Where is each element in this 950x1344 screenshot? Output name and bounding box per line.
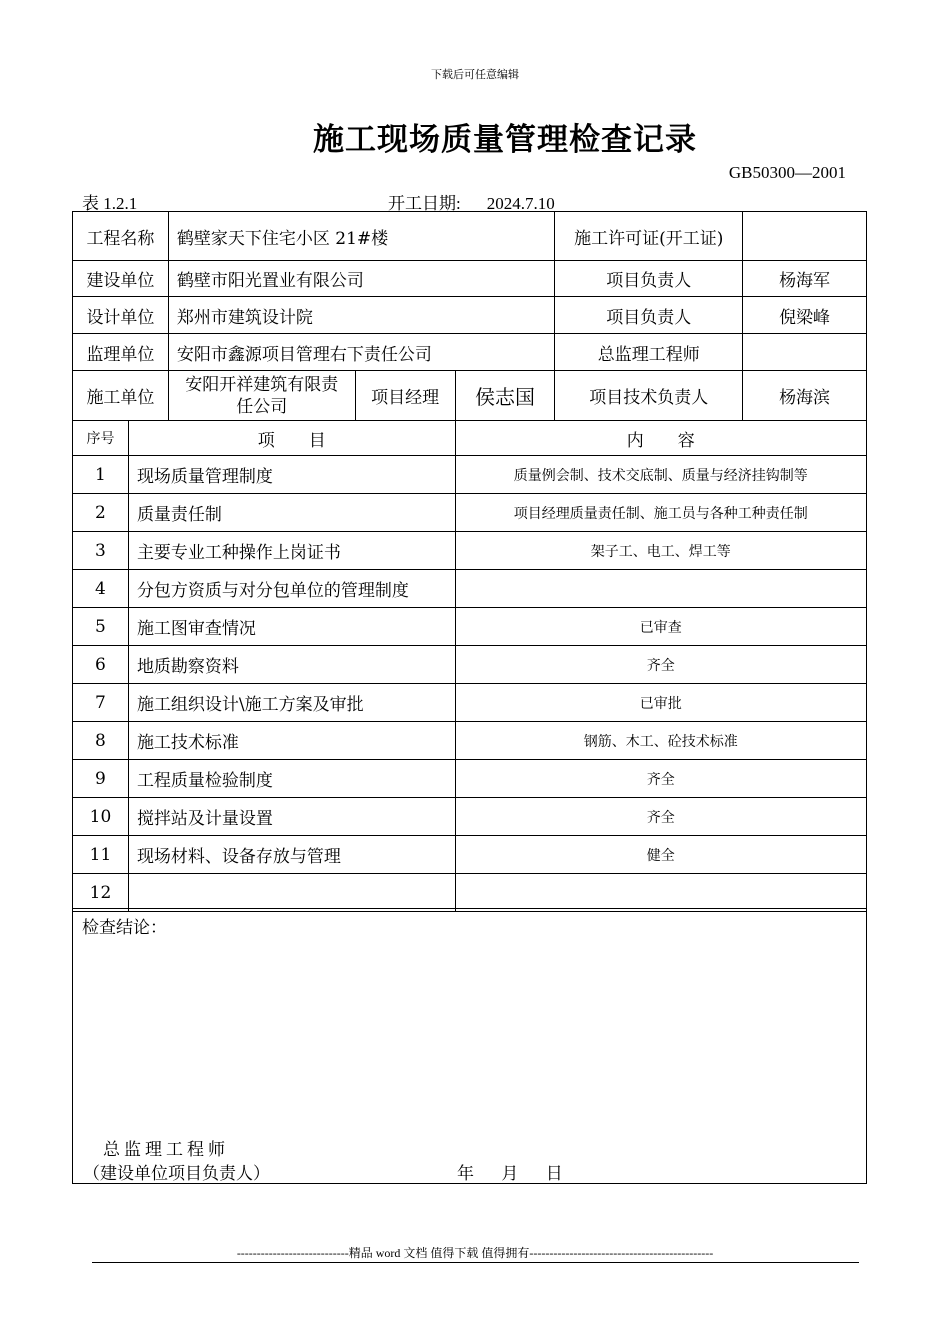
item-name: 工程质量检验制度 [128, 760, 455, 798]
date-placeholder: 年 月 日 [457, 1164, 563, 1184]
item-no: 5 [73, 608, 129, 646]
table-row [73, 798, 867, 836]
builder-pm-value: 杨海军 [743, 261, 867, 297]
item-name: 地质勘察资料 [128, 646, 455, 684]
contractor-value: 安阳开祥建筑有限责任公司 [168, 371, 355, 421]
item-name: 搅拌站及计量设置 [128, 798, 455, 836]
item-name: 施工技术标准 [128, 722, 455, 760]
builder-label: 建设单位 [73, 261, 169, 297]
item-no: 7 [73, 684, 129, 722]
table-row [73, 722, 867, 760]
conclusion-table [72, 908, 867, 1184]
item-name: 分包方资质与对分包单位的管理制度 [128, 570, 455, 608]
header-note: 下载后可任意编辑 [431, 68, 519, 81]
pm-value: 侯志国 [455, 371, 555, 421]
signer-title: 总监理工程师 [103, 1140, 229, 1160]
item-content: 项目经理质量责任制、施工员与各种工种责任制 [455, 494, 866, 532]
item-content [455, 874, 866, 912]
contractor-label: 施工单位 [73, 371, 169, 421]
table-row [73, 494, 867, 532]
chief-engineer-label: 总监理工程师 [555, 334, 743, 371]
info-row-designer [73, 297, 867, 334]
info-row-builder [73, 261, 867, 297]
items-header-row [73, 421, 867, 456]
item-content: 齐全 [455, 646, 866, 684]
supervisor-value: 安阳市鑫源项目管理右下责任公司 [168, 334, 555, 371]
table-row [73, 608, 867, 646]
chief-engineer-value [743, 334, 867, 371]
item-no: 6 [73, 646, 129, 684]
info-row-supervisor [73, 334, 867, 371]
table-row [73, 532, 867, 570]
footer-text: ----------------------------精品 word 文档 值得下载 值得拥有---------------------------------------------- [236, 1246, 714, 1260]
designer-value: 郑州市建筑设计院 [168, 297, 555, 334]
page-title: 施工现场质量管理检查记录 [313, 122, 697, 158]
signer-sub: （建设单位项目负责人） [83, 1164, 270, 1184]
designer-label: 设计单位 [73, 297, 169, 334]
item-name [128, 874, 455, 912]
table-row [73, 646, 867, 684]
tech-lead-value: 杨海滨 [743, 371, 867, 421]
info-row-contractor [73, 371, 867, 421]
item-no: 12 [73, 874, 129, 912]
item-content: 齐全 [455, 798, 866, 836]
item-content: 已审批 [455, 684, 866, 722]
designer-pm-label: 项目负责人 [555, 297, 743, 334]
item-content: 钢筋、木工、砼技术标准 [455, 722, 866, 760]
pm-label: 项目经理 [355, 371, 455, 421]
start-date-label: 开工日期: [388, 194, 461, 213]
item-no: 8 [73, 722, 129, 760]
header-content: 内 容 [455, 421, 866, 456]
conclusion-label: 检查结论： [82, 918, 167, 938]
item-no: 10 [73, 798, 129, 836]
start-date-value: 2024.7.10 [486, 194, 555, 213]
table-row [73, 874, 867, 912]
table-number: 表 1.2.1 [82, 194, 138, 213]
designer-pm-value: 倪梁峰 [743, 297, 867, 334]
project-info-table [72, 211, 867, 421]
item-no: 4 [73, 570, 129, 608]
item-content: 质量例会制、技术交底制、质量与经济挂钩制等 [455, 456, 866, 494]
project-name-value: 鹤壁家天下住宅小区 21#楼 [168, 212, 555, 261]
item-name: 施工组织设计\施工方案及审批 [128, 684, 455, 722]
project-name-label: 工程名称 [73, 212, 169, 261]
item-name: 主要专业工种操作上岗证书 [128, 532, 455, 570]
item-content: 架子工、电工、焊工等 [455, 532, 866, 570]
item-name: 现场质量管理制度 [128, 456, 455, 494]
item-content: 健全 [455, 836, 866, 874]
builder-pm-label: 项目负责人 [555, 261, 743, 297]
table-row [73, 760, 867, 798]
inspection-items-table [72, 420, 867, 912]
item-content: 已审查 [455, 608, 866, 646]
info-row-project [73, 212, 867, 261]
item-content: 齐全 [455, 760, 866, 798]
tech-lead-label: 项目技术负责人 [555, 371, 743, 421]
conclusion-cell [73, 909, 867, 1184]
table-row [73, 456, 867, 494]
standard-code: GB50300—2001 [728, 163, 846, 182]
item-no: 9 [73, 760, 129, 798]
header-no: 序号 [73, 421, 129, 456]
item-no: 11 [73, 836, 129, 874]
header-item: 项 目 [128, 421, 455, 456]
item-name: 质量责任制 [128, 494, 455, 532]
item-name: 施工图审查情况 [128, 608, 455, 646]
footer-divider [92, 1262, 859, 1263]
table-row [73, 570, 867, 608]
permit-label: 施工许可证(开工证) [555, 212, 743, 261]
item-no: 3 [73, 532, 129, 570]
table-row [73, 836, 867, 874]
item-no: 1 [73, 456, 129, 494]
supervisor-label: 监理单位 [73, 334, 169, 371]
table-row [73, 684, 867, 722]
builder-value: 鹤壁市阳光置业有限公司 [168, 261, 555, 297]
item-no: 2 [73, 494, 129, 532]
item-content [455, 570, 866, 608]
permit-value [743, 212, 867, 261]
item-name: 现场材料、设备存放与管理 [128, 836, 455, 874]
